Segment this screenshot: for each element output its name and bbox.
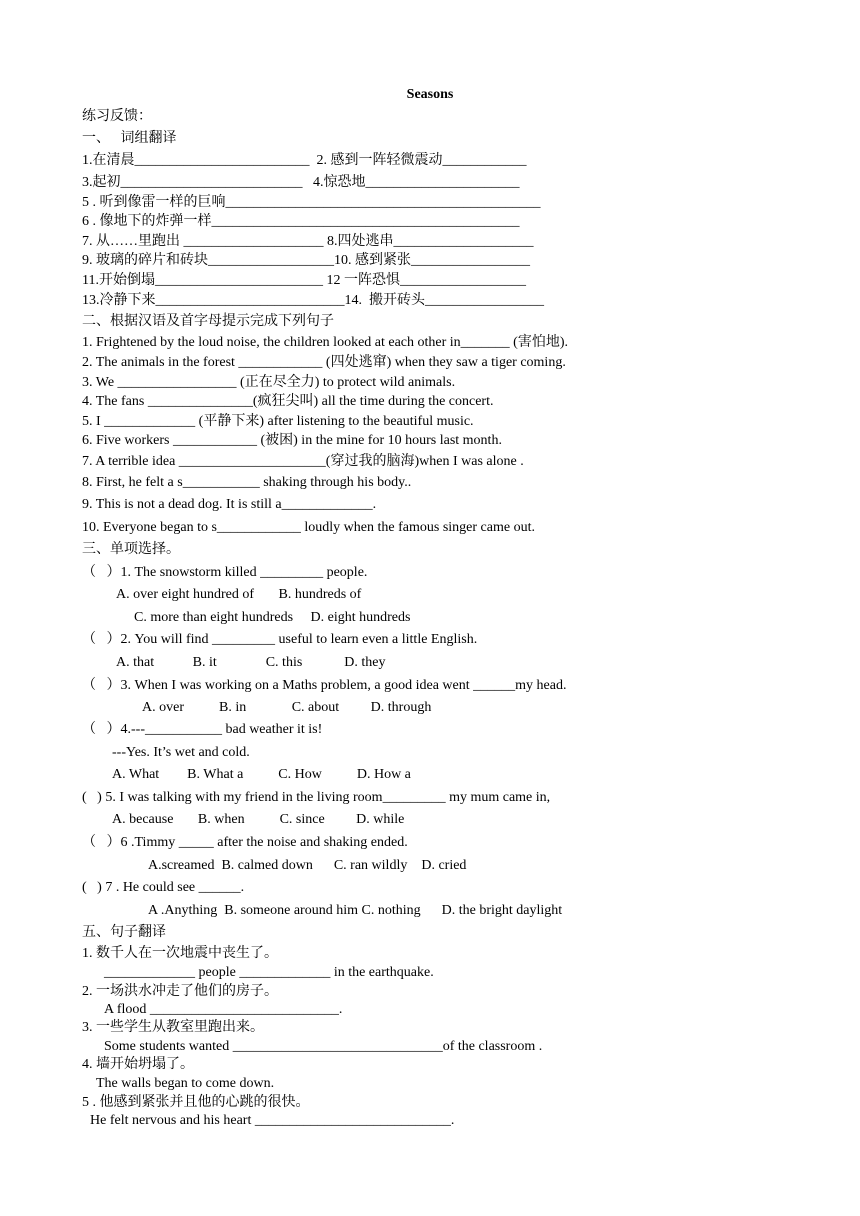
worksheet-line: 11.开始倒塌________________________ 12 一阵恐惧__________________ — [82, 273, 526, 288]
worksheet-line: 三、单项选择。 — [82, 542, 180, 557]
worksheet-line: 7. 从……里跑出 ____________________ 8.四处逃串____________________ — [82, 234, 534, 249]
worksheet-line: （ ）2. You will find _________ useful to learn even a little English. — [82, 632, 478, 647]
worksheet-line: C. more than eight hundreds D. eight hundreds — [134, 610, 411, 625]
worksheet-line: A. because B. when C. since D. while — [112, 812, 405, 827]
worksheet-line: 4. 墙开始坍塌了。 — [82, 1057, 194, 1072]
worksheet-line: 5 . 他感到紧张并且他的心跳的很快。 — [82, 1095, 310, 1110]
worksheet-line: A .Anything B. someone around him C. nothing D. the bright daylight — [148, 903, 563, 918]
worksheet-line: ( ) 7 . He could see ______. — [82, 880, 245, 895]
worksheet-line: 1. Frightened by the loud noise, the children looked at each other in_______ (害怕地). — [82, 335, 569, 350]
worksheet-line: _____________ people _____________ in the earthquake. — [104, 965, 434, 980]
worksheet-line: （ ）6 .Timmy _____ after the noise and shaking ended. — [82, 835, 408, 850]
worksheet-line: （ ）1. The snowstorm killed _________ people. — [82, 565, 368, 580]
worksheet-line: A. over B. in C. about D. through — [142, 700, 432, 715]
worksheet-line: 5. I _____________ (平静下来) after listening to the beautiful music. — [82, 414, 474, 429]
worksheet-line: 五、句子翻译 — [82, 925, 166, 940]
worksheet-line: A flood ___________________________. — [104, 1002, 343, 1017]
worksheet-line: 8. First, he felt a s___________ shaking through his body.. — [82, 475, 412, 490]
page-title: Seasons — [406, 87, 454, 102]
worksheet-line: 13.冷静下来___________________________14. 搬开砖头_________________ — [82, 293, 544, 308]
worksheet-line: 1. 数千人在一次地震中丧生了。 — [82, 946, 278, 961]
worksheet-line: A.screamed B. calmed down C. ran wildly D. cried — [148, 858, 467, 873]
worksheet-line: He felt nervous and his heart ____________________________. — [90, 1113, 455, 1128]
worksheet-line: （ ）3. When I was working on a Maths problem, a good idea went ______my head. — [82, 678, 567, 693]
worksheet-line: ---Yes. It’s wet and cold. — [112, 745, 250, 760]
worksheet-line: Some students wanted ______________________________of the classroom . — [104, 1039, 543, 1054]
worksheet-line: 3. 一些学生从教室里跑出来。 — [82, 1020, 264, 1035]
worksheet-line: 3.起初__________________________ 4.惊恐地______________________ — [82, 175, 520, 190]
worksheet-line: 7. A terrible idea _____________________(穿过我的脑海)when I was alone . — [82, 454, 524, 469]
worksheet-line: 4. The fans _______________(疯狂尖叫) all the time during the concert. — [82, 394, 494, 409]
worksheet-line: 1.在清晨_________________________ 2. 感到一阵轻微震动____________ — [82, 153, 527, 168]
worksheet-line: 2. 一场洪水冲走了他们的房子。 — [82, 984, 278, 999]
section-header-feedback: 练习反馈： — [82, 109, 152, 124]
worksheet-line: （ ）4.---___________ bad weather it is! — [82, 722, 323, 737]
worksheet-line: 5 . 听到像雷一样的巨响_____________________________________________ — [82, 195, 541, 210]
worksheet-line: 9. This is not a dead dog. It is still a_____________. — [82, 497, 377, 512]
worksheet-line: ( ) 5. I was talking with my friend in the living room_________ my mum came in, — [82, 790, 551, 805]
worksheet-line: 10. Everyone began to s____________ loudly when the famous singer came out. — [82, 520, 535, 535]
worksheet-line: 9. 玻璃的碎片和砖块__________________10. 感到紧张_________________ — [82, 253, 530, 268]
worksheet-line: 二、根据汉语及首字母提示完成下列句子 — [82, 314, 334, 329]
worksheet-line: A. What B. What a C. How D. How a — [112, 767, 411, 782]
worksheet-line: 6. Five workers ____________ (被困) in the mine for 10 hours last month. — [82, 433, 502, 448]
worksheet-line: A. over eight hundred of B. hundreds of — [116, 587, 362, 602]
worksheet-line: 6 . 像地下的炸弹一样____________________________________________ — [82, 214, 520, 229]
worksheet-line: A. that B. it C. this D. they — [116, 655, 386, 670]
worksheet-line: 2. The animals in the forest ____________ (四处逃窜) when they saw a tiger coming. — [82, 355, 566, 370]
worksheet-line: The walls began to come down. — [96, 1076, 275, 1091]
section-one-heading: 一、 词组翻译 — [82, 131, 177, 146]
worksheet-line: 3. We _________________ (正在尽全力) to protect wild animals. — [82, 375, 456, 390]
